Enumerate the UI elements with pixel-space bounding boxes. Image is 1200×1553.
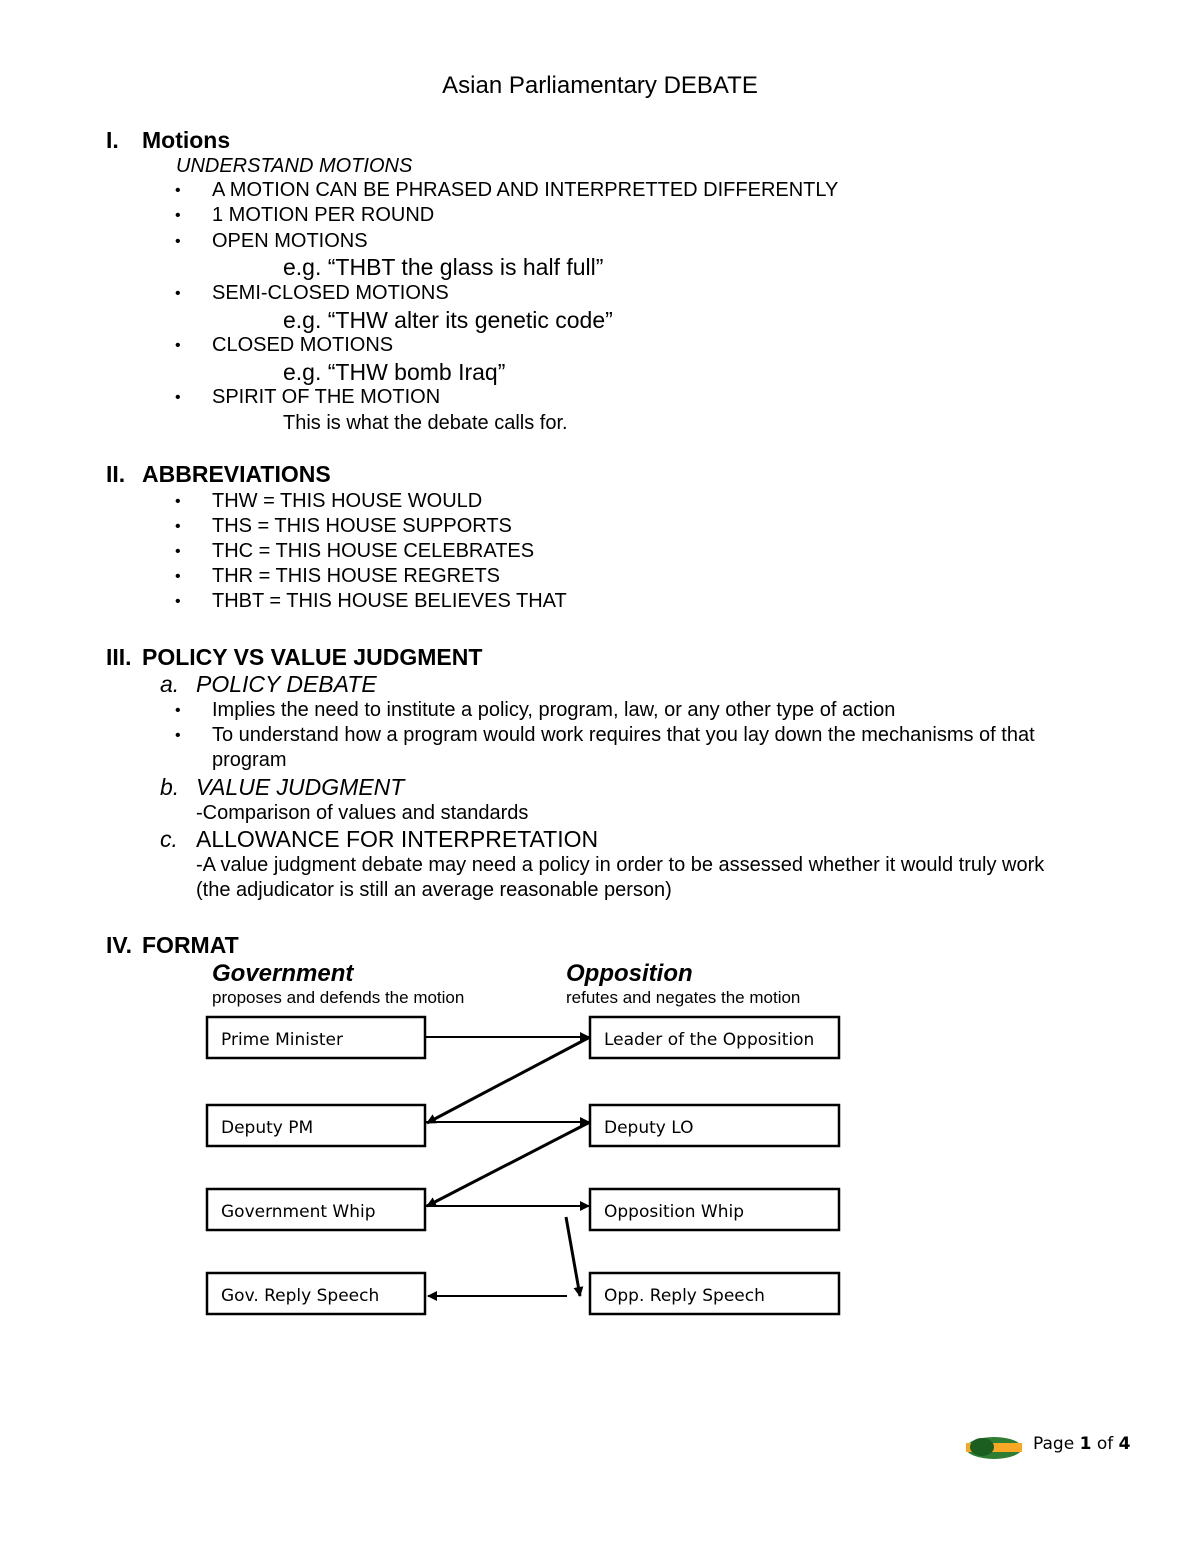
- bullet-icon: •: [175, 593, 181, 610]
- value-judgment-title: VALUE JUDGMENT: [196, 774, 405, 800]
- box-label: Leader of the Opposition: [604, 1030, 815, 1050]
- policy-item-2-cont: program: [212, 749, 287, 771]
- bullet-icon: •: [175, 493, 181, 510]
- bullet-icon: •: [175, 389, 181, 406]
- box-label: Government Whip: [221, 1202, 376, 1222]
- page-label: Page: [1033, 1434, 1075, 1454]
- page-title: Asian Parliamentary DEBATE: [442, 72, 758, 99]
- motions-example-1: e.g. “THBT the glass is half full”: [283, 254, 604, 280]
- section-title: POLICY VS VALUE JUDGMENT: [142, 644, 483, 670]
- opposition-title: Opposition: [566, 960, 693, 987]
- list-letter: b.: [160, 774, 180, 800]
- box-deputy-lo: [590, 1105, 839, 1146]
- motions-item-5: CLOSED MOTIONS: [212, 334, 394, 356]
- bullet-icon: •: [175, 518, 181, 535]
- box-leader-of-opposition: [590, 1017, 839, 1058]
- motions-item-6: SPIRIT OF THE MOTION: [212, 386, 441, 408]
- abbreviation-item: THC = THIS HOUSE CELEBRATES: [212, 540, 535, 562]
- bullet-icon: •: [175, 207, 181, 224]
- section-number: II.: [106, 461, 126, 487]
- opposition-subtitle: refutes and negates the motion: [566, 988, 801, 1007]
- box-gov-reply-speech: [207, 1273, 425, 1314]
- page-of: of: [1096, 1434, 1114, 1454]
- motions-subheading: UNDERSTAND MOTIONS: [176, 155, 413, 177]
- bullet-icon: •: [175, 727, 181, 744]
- abbreviation-item: THR = THIS HOUSE REGRETS: [212, 565, 501, 587]
- policy-item-2: To understand how a program would work requires that you lay down the mechanisms of that: [212, 724, 1035, 746]
- policy-item-1: Implies the need to institute a policy, program, law, or any other type of action: [212, 699, 896, 721]
- abbreviation-item: THS = THIS HOUSE SUPPORTS: [212, 515, 512, 537]
- abbreviation-item: THW = THIS HOUSE WOULD: [212, 490, 483, 512]
- motions-item-2: 1 MOTION PER ROUND: [212, 204, 435, 226]
- box-label: Opposition Whip: [604, 1202, 745, 1222]
- page-number: [1033, 1434, 1130, 1454]
- section-number: IV.: [106, 932, 133, 958]
- section-title: Motions: [142, 127, 231, 153]
- arrow-dlo-to-gw: [427, 1122, 590, 1206]
- current-page: 1: [1079, 1434, 1092, 1454]
- government-title: Government: [212, 960, 354, 987]
- box-government-whip: [207, 1189, 425, 1230]
- arrow-ow-to-opp-reply: [566, 1217, 580, 1296]
- list-letter: c.: [160, 826, 178, 852]
- box-label: Deputy PM: [221, 1118, 314, 1138]
- box-label: Gov. Reply Speech: [221, 1286, 380, 1306]
- box-opp-reply-speech: [590, 1273, 839, 1314]
- policy-debate-title: POLICY DEBATE: [196, 671, 377, 697]
- section-number: III.: [106, 644, 132, 670]
- logo-icon: [966, 1437, 1022, 1459]
- section-title: FORMAT: [142, 932, 239, 958]
- box-label: Prime Minister: [221, 1030, 343, 1050]
- bullet-icon: •: [175, 233, 181, 250]
- box-deputy-pm: [207, 1105, 425, 1146]
- bullet-icon: •: [175, 568, 181, 585]
- bullet-icon: •: [175, 543, 181, 560]
- section-title: ABBREVIATIONS: [142, 461, 331, 487]
- box-label: Deputy LO: [604, 1118, 694, 1138]
- bullet-icon: •: [175, 702, 181, 719]
- total-pages: 4: [1118, 1434, 1131, 1454]
- bullet-icon: •: [175, 182, 181, 199]
- value-judgment-text: -Comparison of values and standards: [196, 802, 529, 824]
- box-prime-minister: [207, 1017, 425, 1058]
- motions-note: This is what the debate calls for.: [283, 412, 568, 434]
- allowance-title: ALLOWANCE FOR INTERPRETATION: [196, 826, 599, 852]
- motions-item-1: A MOTION CAN BE PHRASED AND INTERPRETTED DIFFERENTLY: [212, 179, 839, 201]
- motions-example-3: e.g. “THW bomb Iraq”: [283, 359, 506, 385]
- box-label: Opp. Reply Speech: [604, 1286, 765, 1306]
- bullet-icon: •: [175, 285, 181, 302]
- allowance-text: -A value judgment debate may need a policy in order to be assessed whether it would truly work: [196, 854, 1045, 876]
- motions-example-2: e.g. “THW alter its genetic code”: [283, 307, 613, 333]
- allowance-text-cont: (the adjudicator is still an average reasonable person): [196, 879, 672, 901]
- motions-item-3: OPEN MOTIONS: [212, 230, 368, 252]
- section-number: I.: [106, 127, 119, 153]
- motions-item-4: SEMI-CLOSED MOTIONS: [212, 282, 449, 304]
- abbreviation-item: THBT = THIS HOUSE BELIEVES THAT: [212, 590, 567, 612]
- list-letter: a.: [160, 671, 180, 697]
- arrow-lo-to-dpm: [427, 1037, 590, 1123]
- bullet-icon: •: [175, 337, 181, 354]
- government-subtitle: proposes and defends the motion: [212, 988, 465, 1007]
- box-opposition-whip: [590, 1189, 839, 1230]
